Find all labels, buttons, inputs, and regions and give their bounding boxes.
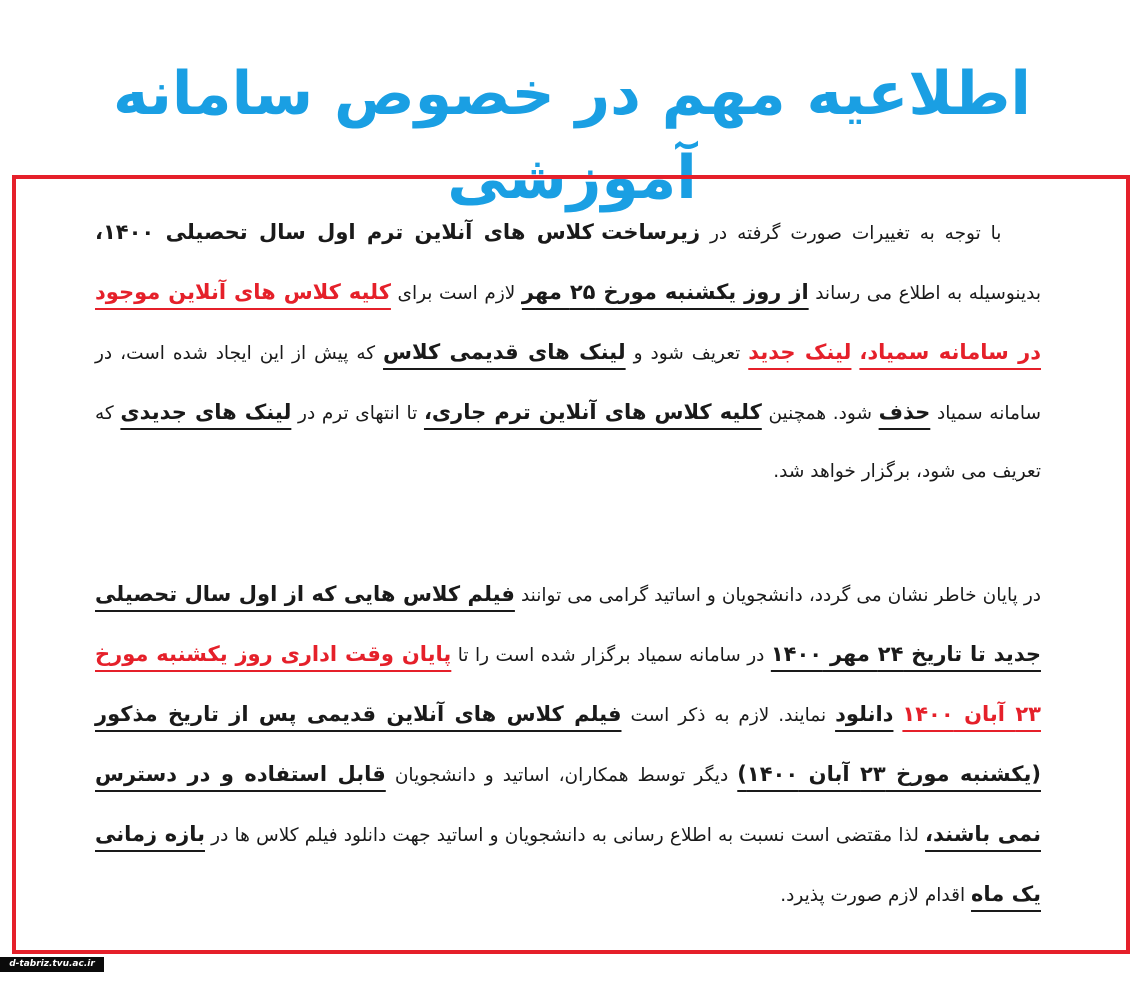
p2-text-3: نمایند. لازم به ذکر است bbox=[630, 704, 827, 726]
p2-text-4: دیگر توسط همکاران، اساتید و دانشجویان bbox=[394, 764, 729, 786]
p1-bold-3: کلیه کلاس های آنلاین موجود در سامانه سمیاد، bbox=[95, 279, 1041, 364]
p2-text-6: اقدام لازم صورت پذیرد. bbox=[780, 884, 966, 906]
p1-bold-7: کلیه کلاس های آنلاین ترم جاری، bbox=[423, 399, 762, 424]
p1-bold-4: لینک جدید bbox=[748, 339, 852, 364]
p1-bold-2: از روز یکشنبه مورخ ۲۵ مهر bbox=[521, 279, 809, 304]
p1-text-5: که پیش از این ایجاد شده است، در سامانه سمیاد bbox=[95, 342, 1042, 424]
notice-paragraph-1 bbox=[95, 203, 1041, 501]
p1-bold-8: لینک های جدیدی bbox=[120, 399, 292, 424]
p1-text-6: شود. همچنین bbox=[768, 402, 872, 424]
p2-bold-6: بازه زمانی یک ماه bbox=[95, 821, 1041, 906]
p1-text-8: که تعریف می شود، برگزار خواهد شد. bbox=[95, 402, 1041, 482]
notice-title: اطلاعیه مهم در خصوص سامانه آموزشی bbox=[112, 59, 1032, 213]
p1-text-4: تعریف شود و bbox=[633, 342, 741, 364]
p1-text-2: بدینوسیله به اطلاع می رساند bbox=[815, 282, 1041, 304]
p2-bold-5: قابل استفاده و در دسترس نمی باشند، bbox=[95, 761, 1041, 846]
p2-text-5: لذا مقتضی است نسبت به اطلاع رسانی به دانشجویان و اساتید جهت دانلود فیلم کلاس ها در bbox=[211, 824, 919, 846]
site-watermark: d-tabriz.tvu.ac.ir bbox=[0, 957, 104, 972]
p1-bold-6: حذف bbox=[878, 399, 931, 424]
p1-text-7: تا انتهای ترم در bbox=[298, 402, 418, 424]
p2-bold-2: پایان وقت اداری روز یکشنبه مورخ ۲۳ آبان ۱۴۰۰ bbox=[95, 641, 1041, 726]
p1-bold-5: لینک های قدیمی کلاس bbox=[383, 339, 626, 364]
notice-paragraph-2 bbox=[95, 565, 1041, 925]
p2-text-1: در پایان خاطر نشان می گردد، دانشجویان و اساتید گرامی می توانند bbox=[520, 584, 1041, 606]
p1-text-1: با توجه به تغییرات صورت گرفته در bbox=[710, 222, 1002, 244]
p2-bold-1: فیلم کلاس هایی که از اول سال تحصیلی جدید تا تاریخ ۲۴ مهر ۱۴۰۰ bbox=[95, 581, 1041, 666]
p2-bold-3: دانلود bbox=[835, 701, 894, 726]
p1-text-3: لازم است برای bbox=[397, 282, 516, 304]
p1-bold-1: زیرساخت کلاس های آنلاین ترم اول سال تحصیلی ۱۴۰۰، bbox=[95, 219, 701, 244]
p2-text-2: در سامانه سمیاد برگزار شده است را تا bbox=[457, 644, 765, 666]
p2-bold-4: فیلم کلاس های آنلاین قدیمی پس از تاریخ مذکور (یکشنبه مورخ ۲۳ آبان ۱۴۰۰) bbox=[95, 701, 1041, 786]
